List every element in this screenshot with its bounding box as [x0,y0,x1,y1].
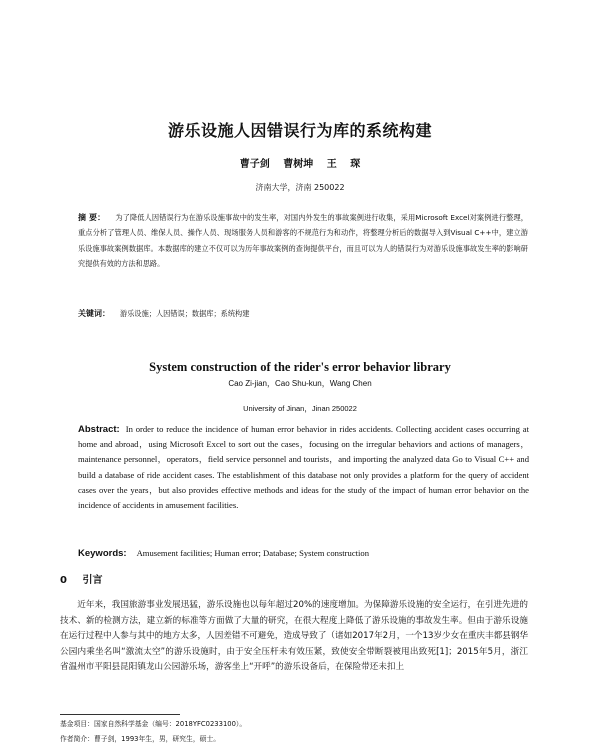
chinese-abstract-label: 摘 要： [78,212,106,222]
chinese-title: 游乐设施人因错误行为库的系统构建 [167,121,432,140]
chinese-keywords-label: 关键词： [78,308,110,318]
english-abstract [78,422,529,513]
english-keywords-label: Keywords: [78,548,127,559]
english-abstract-label: Abstract: [78,424,120,435]
footnote-divider [60,714,180,715]
introduction-paragraph: 近年来，我国旅游事业发展迅猛，游乐设施也以每年超过20%的速度增加。为保障游乐设施的安全运行，在引进先进的技术、新的检测方法，建立新的标准等方面做了大量的研究，在很大程度上降低了游乐设施的事故发生率。但由于游乐设施在运行过程中人参与其中的地方太多，人因差错不可避免，造成导致了（诸如2017年2月，一个13岁少女在重庆丰都县钢华公园内乘坐名叫“激流太空”的游乐设施时，由于安全压杆未有效压紧，致使安全带断裂被甩出致死[1]；2015年5月，浙江省温州市平阳县昆阳镇龙山公园游乐场，游客坐上“开呼”的游乐设备后，在保险带还未扣上 [60,600,528,673]
english-keywords-text: Amusement facilities; Human error; Database; System construction [136,548,370,558]
chinese-keywords-text: 游乐设施；人因错误；数据库；系统构建 [120,309,250,318]
english-affiliation: University of Jinan，Jinan 250022 [243,404,357,413]
section-heading [60,571,102,586]
english-abstract-text: In order to reduce the incidence of human error behavior in rides accidents. Collecting accident cases occurring at home and abroad，using Microsoft Excel to sort out the cases，focusing on the irregular behaviors and actions of managers，maintenance personnel，operators，field service personnel and tourists，and importing the analyzed data Go to Visual C++ and build a database of ride accident cases. The establishment of this database not only provides a platform for the query of accident cases over the years，but also provides effective methods and ideas for the study of the impact of human error behavior on the incidence of accidents in amusement facilities. [78,424,529,511]
chinese-abstract-text: 为了降低人因错误行为在游乐设施事故中的发生率，对国内外发生的事故案例进行收集，采用Microsoft Excel对案例进行整理，重点分析了管理人员、维保人员、操作人员、现场服务人员和游客的不规范行为和动作，将整理分析后的数据导入到Visual C++中，建立游乐设施事故案例数据库。本数据库的建立不仅可以为历年事故案例的查询提供平台，而且可以为人的错误行为对游乐设施事故发生率的影响研究提供有效的方法和思路。 [78,213,528,269]
section-title: 引言 [82,575,103,586]
chinese-affiliation: 济南大学，济南 250022 [255,183,345,192]
footnote-funding: 基金项目：国家自然科学基金（编号：2018YFC0233100）。 [60,720,247,728]
chinese-authors: 曹子剑 曹树坤 王 琛 [239,159,361,170]
chinese-keywords [78,308,528,319]
footnote-author-bio: 作者简介：曹子剑，1993年生，男，研究生，硕士。 [60,735,221,743]
english-authors: Cao Zi-jian，Cao Shu-kun，Wang Chen [228,379,372,388]
section-number: 0 [60,575,67,586]
chinese-abstract [78,210,528,272]
english-keywords [78,548,538,559]
english-title: System construction of the rider's error behavior library [149,360,451,374]
